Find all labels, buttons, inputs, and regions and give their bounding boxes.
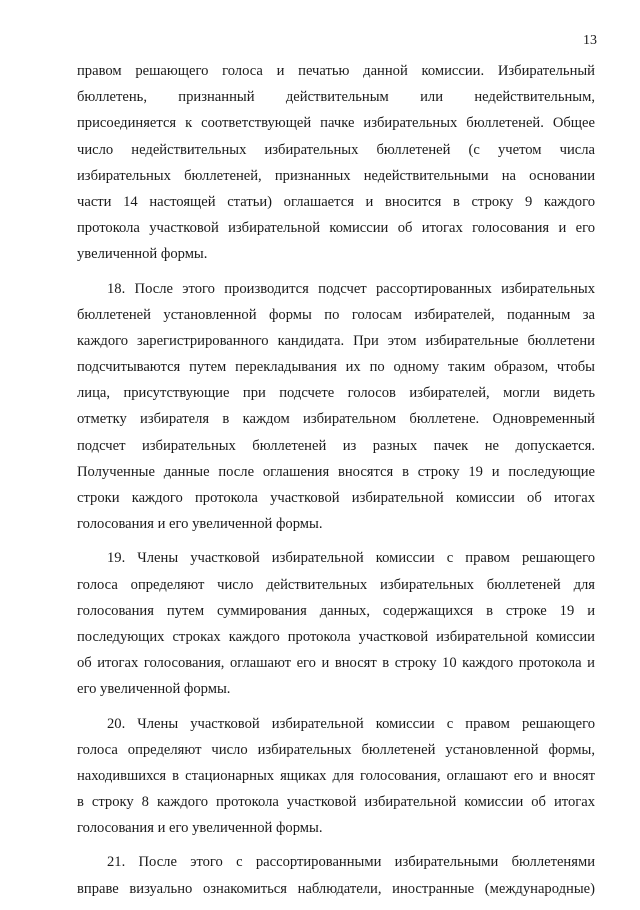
- paragraph-19: [77, 545, 595, 702]
- page-number: 13: [583, 33, 597, 48]
- text-line: бюллетеней установленной формы по голосам избирателей, поданным за: [77, 306, 595, 323]
- text-line: бюллетень, признанный действительным или недействительным,: [77, 89, 595, 106]
- text-line: части 14 настоящей статьи) оглашается и вносится в строку 9 каждого: [77, 193, 595, 210]
- text-line: голосования путем суммирования данных, содержащихся в строке 19 и: [77, 602, 595, 619]
- text-line: 21. После этого с рассортированными избирательными бюллетенями: [107, 854, 595, 871]
- paragraph-18: [77, 276, 595, 538]
- paragraph-17-continuation: [77, 58, 595, 268]
- paragraph-21: [77, 849, 595, 901]
- text-line: 19. Члены участковой избирательной комиссии с правом решающего: [107, 550, 595, 567]
- text-line: отметку избирателя в каждом избирательном бюллетене. Одновременный: [77, 411, 595, 428]
- text-line: последующих строках каждого протокола участковой избирательной комиссии: [77, 628, 595, 645]
- text-line: об итогах голосования, оглашают его и вносят в строку 10 каждого протокола и: [77, 655, 595, 672]
- text-line: лица, присутствующие при подсчете голосов избирателей, могли видеть: [77, 385, 595, 402]
- text-line: его увеличенной формы.: [77, 681, 231, 698]
- text-line: голосования и его увеличенной формы.: [77, 516, 323, 533]
- text-line: Полученные данные после оглашения вносятся в строку 19 и последующие: [77, 463, 595, 480]
- text-line: правом решающего голоса и печатью данной комиссии. Избирательный: [77, 63, 595, 79]
- text-line: каждого зарегистрированного кандидата. При этом избирательные бюллетени: [77, 332, 595, 349]
- text-line: 20. Члены участковой избирательной комиссии с правом решающего: [107, 715, 595, 732]
- paragraph-20: [77, 711, 595, 842]
- text-line: подсчет избирательных бюллетеней из разных пачек не допускается.: [77, 437, 595, 454]
- text-line: число недействительных избирательных бюллетеней (с учетом числа: [77, 141, 595, 158]
- text-line: протокола участковой избирательной комиссии об итогах голосования и его: [77, 220, 595, 237]
- text-line: избирательных бюллетеней, признанных недействительными на основании: [77, 167, 595, 184]
- text-line: голоса определяют число действительных избирательных бюллетеней для: [77, 576, 595, 593]
- text-line: увеличенной формы.: [77, 246, 208, 263]
- text-line: подсчитываются путем перекладывания их по одному таким образом, чтобы: [77, 359, 595, 376]
- text-line: находившихся в стационарных ящиках для голосования, оглашают его и вносят: [77, 767, 595, 784]
- text-line: голосования и его увеличенной формы.: [77, 820, 323, 837]
- text-line: голоса определяют число избирательных бюллетеней установленной формы,: [77, 741, 595, 758]
- text-line: 18. После этого производится подсчет рассортированных избирательных: [107, 280, 595, 297]
- text-line: строки каждого протокола участковой избирательной комиссии об итогах: [77, 490, 595, 506]
- text-line: в строку 8 каждого протокола участковой избирательной комиссии об итогах: [77, 794, 595, 811]
- text-line: вправе визуально ознакомиться наблюдатели, иностранные (международные): [77, 880, 595, 897]
- document-body: [77, 58, 595, 910]
- text-line: присоединяется к соответствующей пачке избирательных бюллетеней. Общее: [77, 115, 595, 132]
